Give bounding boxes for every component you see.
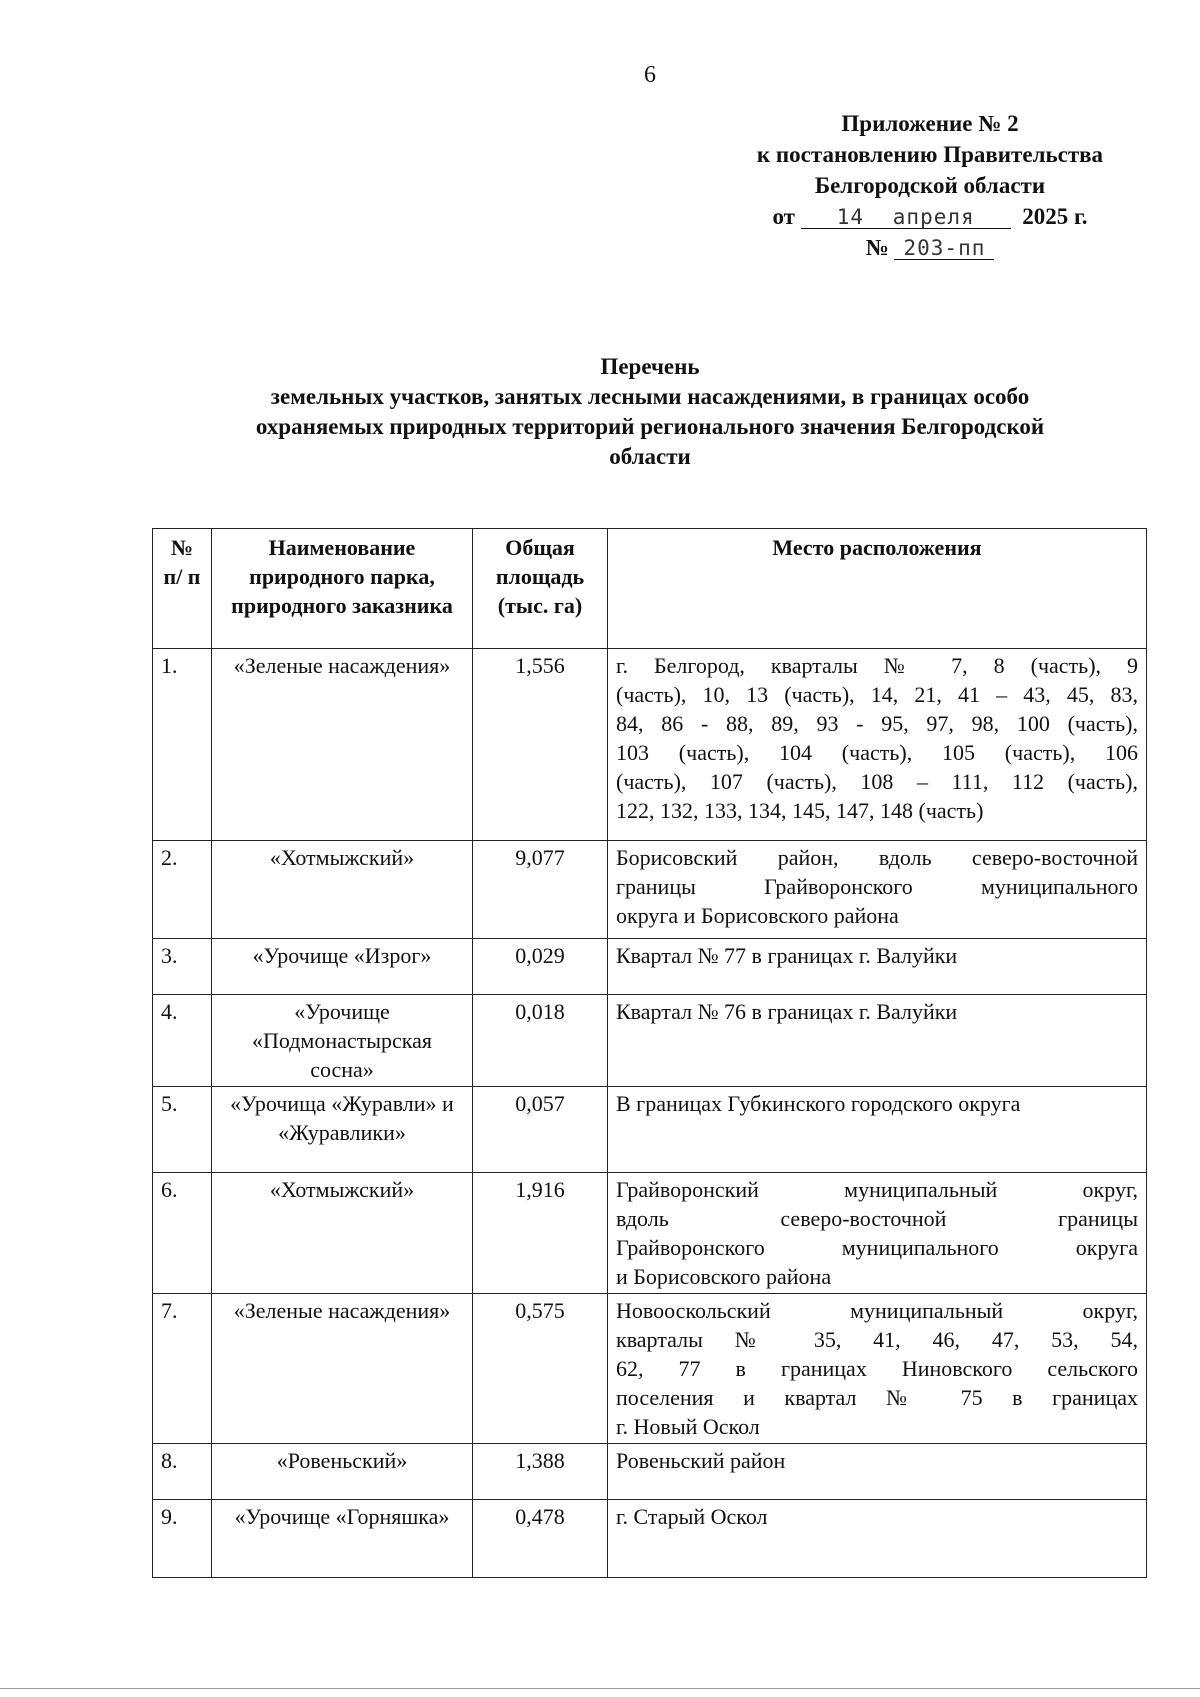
row-num: 6. bbox=[153, 1173, 212, 1294]
document-title bbox=[150, 352, 1150, 472]
location-line: г. Старый Оскол bbox=[616, 1504, 768, 1529]
row-area: 0,029 bbox=[473, 939, 608, 995]
table-row bbox=[153, 939, 1147, 995]
table-row bbox=[153, 1087, 1147, 1173]
row-name: «Урочище «Изрог» bbox=[212, 939, 473, 995]
header-location: Место расположения bbox=[608, 529, 1147, 649]
location-line: Квартал № 76 в границах г. Валуйки bbox=[616, 999, 958, 1024]
row-name: «Урочище «Горняшка» bbox=[212, 1500, 473, 1578]
table-row bbox=[153, 1173, 1147, 1294]
number-blank bbox=[894, 237, 994, 260]
number-value: 203-пп bbox=[903, 236, 986, 260]
row-num: 9. bbox=[153, 1500, 212, 1578]
location-line: Грайворонский муниципальный округ, bbox=[616, 1177, 1138, 1202]
appendix-date bbox=[700, 201, 1160, 232]
location-line: и Борисовского района bbox=[616, 1264, 832, 1289]
row-num: 8. bbox=[153, 1444, 212, 1500]
location-line: Борисовский район, вдоль северо-восточной bbox=[616, 845, 1138, 870]
location-line: (часть), 10, 13 (часть), 14, 21, 41 – 43, 45, 83, bbox=[616, 682, 1138, 707]
title-line-3: охраняемых природных территорий регионального значения Белгородской bbox=[255, 414, 1045, 439]
row-name: «Ровеньский» bbox=[212, 1444, 473, 1500]
row-location bbox=[608, 649, 1147, 841]
date-prefix: от bbox=[772, 204, 795, 229]
row-location bbox=[608, 1500, 1147, 1578]
territories-table bbox=[152, 528, 1147, 1578]
date-year: 2025 г. bbox=[1022, 204, 1088, 229]
title-line-1: Перечень bbox=[600, 354, 700, 379]
row-name: «Зеленые насаждения» bbox=[212, 649, 473, 841]
row-area: 0,575 bbox=[473, 1294, 608, 1444]
appendix-line-3: Белгородской области bbox=[814, 173, 1046, 198]
title-line-2: земельных участков, занятых лесными насаждениями, в границах особо bbox=[270, 384, 1030, 409]
location-line: Новооскольский муниципальный округ, bbox=[616, 1298, 1138, 1323]
appendix-line-2: к постановлению Правительства bbox=[756, 142, 1104, 167]
location-line: г. Белгород, кварталы № 7, 8 (часть), 9 bbox=[616, 653, 1138, 678]
location-line: (часть), 107 (часть), 108 – 111, 112 (часть), bbox=[616, 769, 1138, 794]
row-num: 1. bbox=[153, 649, 212, 841]
location-line: г. Новый Оскол bbox=[616, 1414, 760, 1439]
row-location bbox=[608, 1444, 1147, 1500]
table-row bbox=[153, 841, 1147, 939]
location-line: границы Грайворонского муниципального bbox=[616, 874, 1138, 899]
row-location bbox=[608, 841, 1147, 939]
row-area: 0,478 bbox=[473, 1500, 608, 1578]
title-line-4: области bbox=[609, 444, 691, 469]
location-line: Квартал № 77 в границах г. Валуйки bbox=[616, 943, 958, 968]
row-name: «Урочище «Подмонастырская сосна» bbox=[212, 995, 473, 1087]
row-name: «Зеленые насаждения» bbox=[212, 1294, 473, 1444]
location-line: округа и Борисовского района bbox=[616, 903, 899, 928]
row-num: 7. bbox=[153, 1294, 212, 1444]
location-line: В границах Губкинского городского округа bbox=[616, 1091, 1021, 1116]
date-blank bbox=[801, 206, 1011, 229]
location-line: поселения и квартал № 75 в границах bbox=[616, 1385, 1138, 1410]
table-row bbox=[153, 1444, 1147, 1500]
location-line: 122, 132, 133, 134, 145, 147, 148 (часть) bbox=[616, 798, 984, 823]
row-location bbox=[608, 1087, 1147, 1173]
table-header-row bbox=[153, 529, 1147, 649]
row-location bbox=[608, 939, 1147, 995]
location-line: кварталы № 35, 41, 46, 47, 53, 54, bbox=[616, 1327, 1138, 1352]
header-area: Общая площадь (тыс. га) bbox=[473, 529, 608, 649]
appendix-header bbox=[700, 108, 1160, 263]
row-name: «Хотмыжский» bbox=[212, 841, 473, 939]
table-row bbox=[153, 995, 1147, 1087]
date-day: 14 bbox=[836, 205, 865, 229]
row-location bbox=[608, 995, 1147, 1087]
header-name: Наименование природного парка, природного заказника bbox=[212, 529, 473, 649]
row-area: 0,018 bbox=[473, 995, 608, 1087]
page-number: 6 bbox=[644, 62, 656, 88]
table-body bbox=[153, 649, 1147, 1578]
location-line: вдоль северо-восточной границы bbox=[616, 1206, 1138, 1231]
row-area: 1,388 bbox=[473, 1444, 608, 1500]
location-line: 84, 86 - 88, 89, 93 - 95, 97, 98, 100 (часть), bbox=[616, 711, 1138, 736]
number-prefix: № bbox=[865, 235, 889, 260]
row-num: 4. bbox=[153, 995, 212, 1087]
row-num: 5. bbox=[153, 1087, 212, 1173]
appendix-title: Приложение № 2 bbox=[841, 111, 1019, 136]
table-row bbox=[153, 1294, 1147, 1444]
location-line: Ровеньский район bbox=[616, 1448, 786, 1473]
location-line: 62, 77 в границах Ниновского сельского bbox=[616, 1356, 1138, 1381]
row-area: 0,057 bbox=[473, 1087, 608, 1173]
row-location bbox=[608, 1294, 1147, 1444]
header-num: № п/ п bbox=[153, 529, 212, 649]
row-name: «Урочища «Журавли» и «Журавлики» bbox=[212, 1087, 473, 1173]
row-num: 2. bbox=[153, 841, 212, 939]
row-location bbox=[608, 1173, 1147, 1294]
location-line: Грайворонского муниципального округа bbox=[616, 1235, 1138, 1260]
table-row bbox=[153, 649, 1147, 841]
table-row bbox=[153, 1500, 1147, 1578]
row-area: 1,916 bbox=[473, 1173, 608, 1294]
footer-rule bbox=[0, 1688, 1200, 1689]
row-name: «Хотмыжский» bbox=[212, 1173, 473, 1294]
row-area: 1,556 bbox=[473, 649, 608, 841]
location-line: 103 (часть), 104 (часть), 105 (часть), 106 bbox=[616, 740, 1138, 765]
row-area: 9,077 bbox=[473, 841, 608, 939]
date-month: апреля bbox=[892, 205, 975, 229]
appendix-number bbox=[700, 232, 1160, 263]
row-num: 3. bbox=[153, 939, 212, 995]
